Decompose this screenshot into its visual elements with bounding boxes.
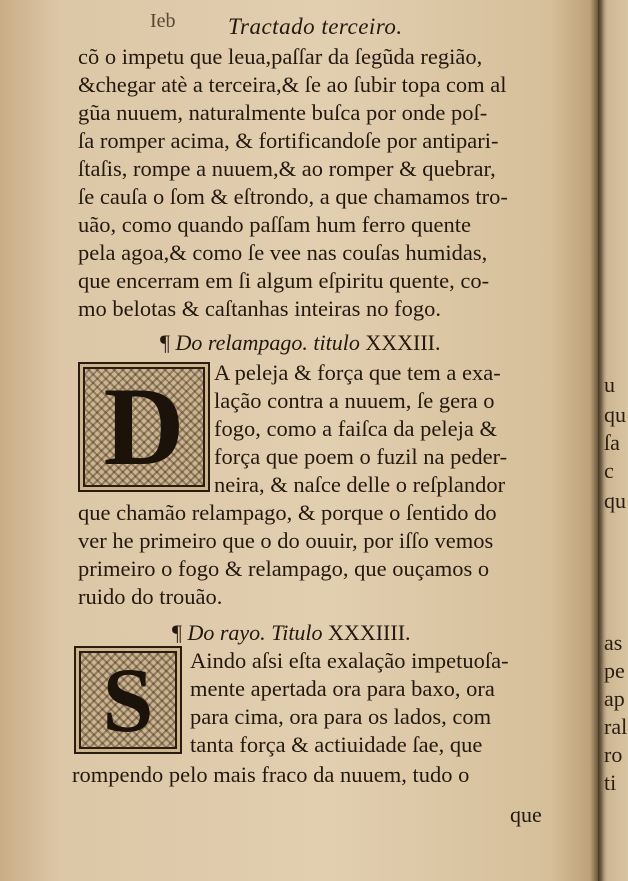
facing-fragment: c <box>604 458 614 483</box>
facing-fragment: ſa <box>604 430 620 455</box>
facing-fragment: ro <box>604 742 623 767</box>
paragraph-mark: ¶ <box>172 620 182 645</box>
facing-fragment: qu <box>604 488 626 513</box>
chapter-title: Do relampago. <box>175 330 308 355</box>
text-line: ſa romper acima, & fortificandoſe por antipari- <box>78 128 499 153</box>
text-line: ver he primeiro que o do ouuir, por iſſo vemos <box>78 528 494 553</box>
text-line: que chamão relampago, & porque o ſentido do <box>78 500 497 525</box>
text-line: neira, & naſce delle o reſplandor <box>214 472 506 497</box>
text-line: lação contra a nuuem, ſe gera o <box>214 388 495 413</box>
chapter-number: XXXIIII. <box>328 620 411 645</box>
text-line: rompendo pelo mais fraco da nuuem, tudo o <box>72 762 470 787</box>
decorated-initial-s: S <box>74 646 182 754</box>
text-line: que encerram em ſi algum eſpiritu quente, co- <box>78 268 490 293</box>
text-line: Aindo aſsi eſta exalação impetuoſa- <box>190 648 509 673</box>
facing-fragment: ti <box>604 770 617 795</box>
gutter-shadow <box>590 0 604 881</box>
paragraph-mark: ¶ <box>160 330 170 355</box>
text-line: mo belotas & caſtanhas inteiras no fogo. <box>78 296 442 321</box>
facing-fragment: ap <box>604 686 625 711</box>
facing-fragment: u <box>604 372 615 397</box>
page-number: Ieb <box>150 10 176 32</box>
text-line: para cima, ora para os lados, com <box>190 704 492 729</box>
text-line: A peleja & força que tem a exa- <box>214 360 501 385</box>
facing-fragment: qu <box>604 402 626 427</box>
facing-fragment: pe <box>604 658 625 683</box>
text-line: ſe cauſa o ſom & eſtrondo, a que chamamos tro- <box>78 184 508 209</box>
facing-fragment: as <box>604 630 623 655</box>
chapter-label: Titulo <box>271 620 323 645</box>
facing-fragment: ral <box>604 714 628 739</box>
chapter-heading-33 <box>160 330 440 356</box>
text-line: fogo, como a faiſca da peleja & <box>214 416 497 441</box>
chapter-title: Do rayo. <box>187 620 266 645</box>
text-line: força que poem o fuzil na peder- <box>214 444 508 469</box>
text-line: tanta força & actiuidade ſae, que <box>190 732 483 757</box>
catchword: que <box>510 802 542 827</box>
text-line: &chegar atè a terceira,& ſe ao ſubir topa com al <box>78 72 507 97</box>
text-line: uão, como quando paſſam hum ferro quente <box>78 212 472 237</box>
text-line: primeiro o fogo & relampago, que ouçamos o <box>78 556 490 581</box>
text-line: mente apertada ora para baxo, ora <box>190 676 495 701</box>
chapter-number: XXXIII. <box>365 330 441 355</box>
running-title: Tractado terceiro. <box>228 14 403 39</box>
decorated-initial-d: D <box>78 362 210 492</box>
chapter-heading-34 <box>172 620 411 646</box>
text-line: gũa nuuem, naturalmente buſca por onde poſ- <box>78 100 488 125</box>
text-line: cõ o impetu que leua,paſſar da ſegũda região, <box>78 44 483 69</box>
text-line: pela agoa,& como ſe vee nas couſas humidas, <box>78 240 488 265</box>
text-line: ruido do trouão. <box>78 584 223 609</box>
text-line: ſtaſis, rompe a nuuem,& ao romper & quebrar, <box>78 156 496 181</box>
chapter-label: titulo <box>313 330 360 355</box>
